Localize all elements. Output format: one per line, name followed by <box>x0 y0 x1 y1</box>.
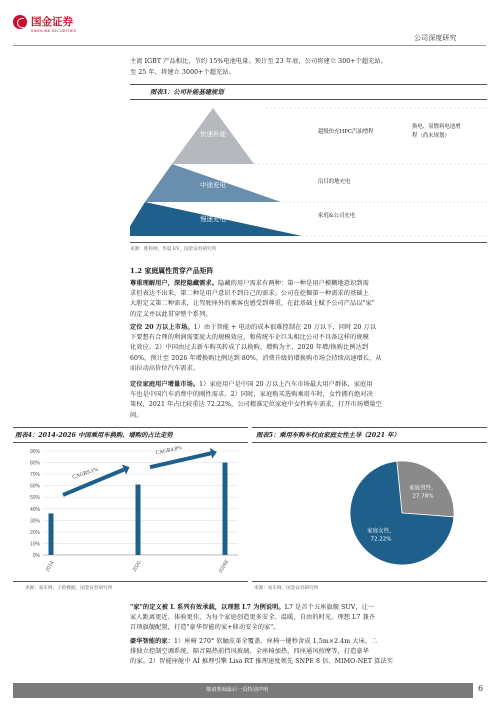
bottom-p1-lead: "家"的定义被 L 系列有效承载，以理想 L7 为例说明。 <box>130 604 285 611</box>
intro-line-1: 主流 IGBT 产品相比，节约 15%电池电量。预计至 23 年底，公司将建立 300+个超充站。 <box>130 58 388 65</box>
right-label-top-2-line2: 程（尚未规划） <box>412 133 450 139</box>
pyramid-middle-label: 中途充电 <box>200 181 226 189</box>
x-tick-label: 2020 <box>131 560 143 573</box>
right-label-top-2-line1: 换电、氢燃料电池增 <box>412 124 461 130</box>
figure4 <box>13 427 248 597</box>
pie-value-label: 72.22% <box>370 536 392 543</box>
y-tick-label: 10% <box>29 541 40 548</box>
figure3-source: 来源：胜科网，华夏 EV，国金证券研究所 <box>130 247 217 252</box>
company-name-cn: 国金证券 <box>31 16 73 28</box>
x-tick-label: 2014 <box>44 560 56 573</box>
y-tick-label: 90% <box>29 449 40 455</box>
intro-line-2: 至 25 年，将建立 3000+个超充站。 <box>130 69 235 76</box>
figure5-bottom-rule <box>252 581 487 582</box>
report-type: 公司深度研究 <box>414 34 457 42</box>
x-tick-label: 2026E <box>217 558 231 575</box>
y-tick-label: 20% <box>29 529 40 536</box>
bottom-p2: 豪华智能的家：1）座椅 270° 软触皮革全覆盖、座椅一键秒舍成 1.5m×2.4m 大床、二 排独立控制空调系统、隔音隔热前挡风玻璃、全座椅加热、四座通风按摩等，打造豪华 的家。2）智能座舱中 AI 推理引擎 Lisa RT 推理速度领先 SNPE 8 倍、MIMO-NET 算法实 <box>130 638 394 666</box>
figure5 <box>252 427 487 597</box>
figure3 <box>130 84 487 260</box>
company-name-en: SINOLINK SECURITIES <box>31 28 77 33</box>
header-divider <box>13 45 486 46</box>
y-tick-label: 40% <box>29 506 40 513</box>
bottom-p2-lead: 豪华智能的家： <box>130 638 175 645</box>
page-number: 6 <box>478 684 484 693</box>
y-tick-label: 30% <box>29 518 40 525</box>
header <box>0 0 499 52</box>
p1-lead: 尊重理解用户，深挖隐藏需求。 <box>130 280 219 287</box>
footer-disclaimer: 敬请参阅最后一页特别声明 <box>206 687 269 693</box>
pie-label: 家庭女性， <box>367 528 395 535</box>
p2-lead: 定位 20 万以上市场。 <box>130 324 194 331</box>
right-label-bottom: 家庭&公司充电 <box>318 213 356 219</box>
bar <box>136 485 141 555</box>
cagr-annotation: CAGR4.8% <box>155 444 183 457</box>
section-p3: 定位家庭用户增量市场。1）家庭用户是中国 20 万以上汽车市场最大用户群体，家庭用 车也是中国汽车消费中的刚性需求。2）同时，家庭购买选购乘用车时，女性拥有绝对决 策权，2021 年占比较重达 72.22%，公司精准定位家庭中女性购车需求，打开市场增量空 间。 <box>130 381 382 419</box>
pie-value-label: 27.78% <box>412 493 434 500</box>
section-p1: 尊重理解用户，深挖隐藏需求。隐藏的用户需求有两种：第一种是用户模糊地意识到需 求但表达不出来，第二种是用户意识不到自己的需求。公司在挖掘第一种需求的基础上 大胆定义第二种需求，让驾驶座外的乘客也感受到尊重，在此基础上赋予公司产品以"家" 的定义并以此贯穿整个系列。 <box>130 280 375 318</box>
figure5-source: 来源：易车网，国金证券研究所 <box>254 586 319 591</box>
pyramid-top-label: 快速补能 <box>200 130 226 138</box>
bar <box>49 513 54 555</box>
y-tick-label: 60% <box>29 483 40 490</box>
bar-chart <box>13 443 248 583</box>
right-label-middle: 沿目的地充电 <box>318 179 351 185</box>
figure4-caption: 图表4：2014-2026 中国乘用车换购、增购的占比走势 <box>15 432 173 439</box>
figure4-bottom-rule <box>13 581 248 582</box>
right-label-top-1: 超级快充HPC汽油增程 <box>318 129 374 135</box>
y-tick-label: 0% <box>32 553 40 559</box>
y-tick-label: 50% <box>29 495 40 502</box>
y-tick-label: 70% <box>29 472 40 479</box>
figure4-source: 来源：易车网，上险数据，国金证券研究所 <box>25 586 113 591</box>
company-logo-icon <box>13 15 27 29</box>
pie-label: 家庭男性， <box>409 485 437 492</box>
cagr-annotation: CAGR9.1% <box>71 466 100 481</box>
section-p2: 定位 20 万以上市场。1）由于智能 + 电动的成本很难控制在 20 万以下，同时 20 万以 下要想有合理的利润需要庞大的规模效应，和传统车企巨头相比公司不具备这样的规模 化效应。2）中国由过去新车购买转成了以换购、增购为主，2020 年增/换购比例达到 60%，预计至 2026 年增换购比例达到 80%，消费升级的增换购市场会持续高速增长，从 而拉动高价位汽车需求。 <box>130 324 382 372</box>
figure3-caption: 图表3：公司补能基建规划 <box>150 89 224 96</box>
pie-chart <box>252 443 487 583</box>
figure3-bottom-rule <box>130 242 487 243</box>
y-tick-label: 80% <box>29 460 40 467</box>
pyramid-bottom-label: 慢速充电 <box>200 215 226 223</box>
bar <box>223 463 228 555</box>
section-heading: 1.2 家庭属性贯穿产品矩阵 <box>130 267 214 275</box>
figure5-caption: 图表5：乘用车购车权由家庭女性主导（2021 年） <box>256 432 400 439</box>
p3-lead: 定位家庭用户增量市场。 <box>130 381 200 388</box>
bottom-p1: "家"的定义被 L 系列有效承载，以理想 L7 为例说明。L7 是首个五座旗舰 SUV，让一 家人距离更近、体验更佳，为每个家庭创造更多安全、温暖、自由的时光。理想 L7 兼齐 百项旗舰配置，打造"豪华智能的家+移动安全的家"。 <box>130 604 376 632</box>
